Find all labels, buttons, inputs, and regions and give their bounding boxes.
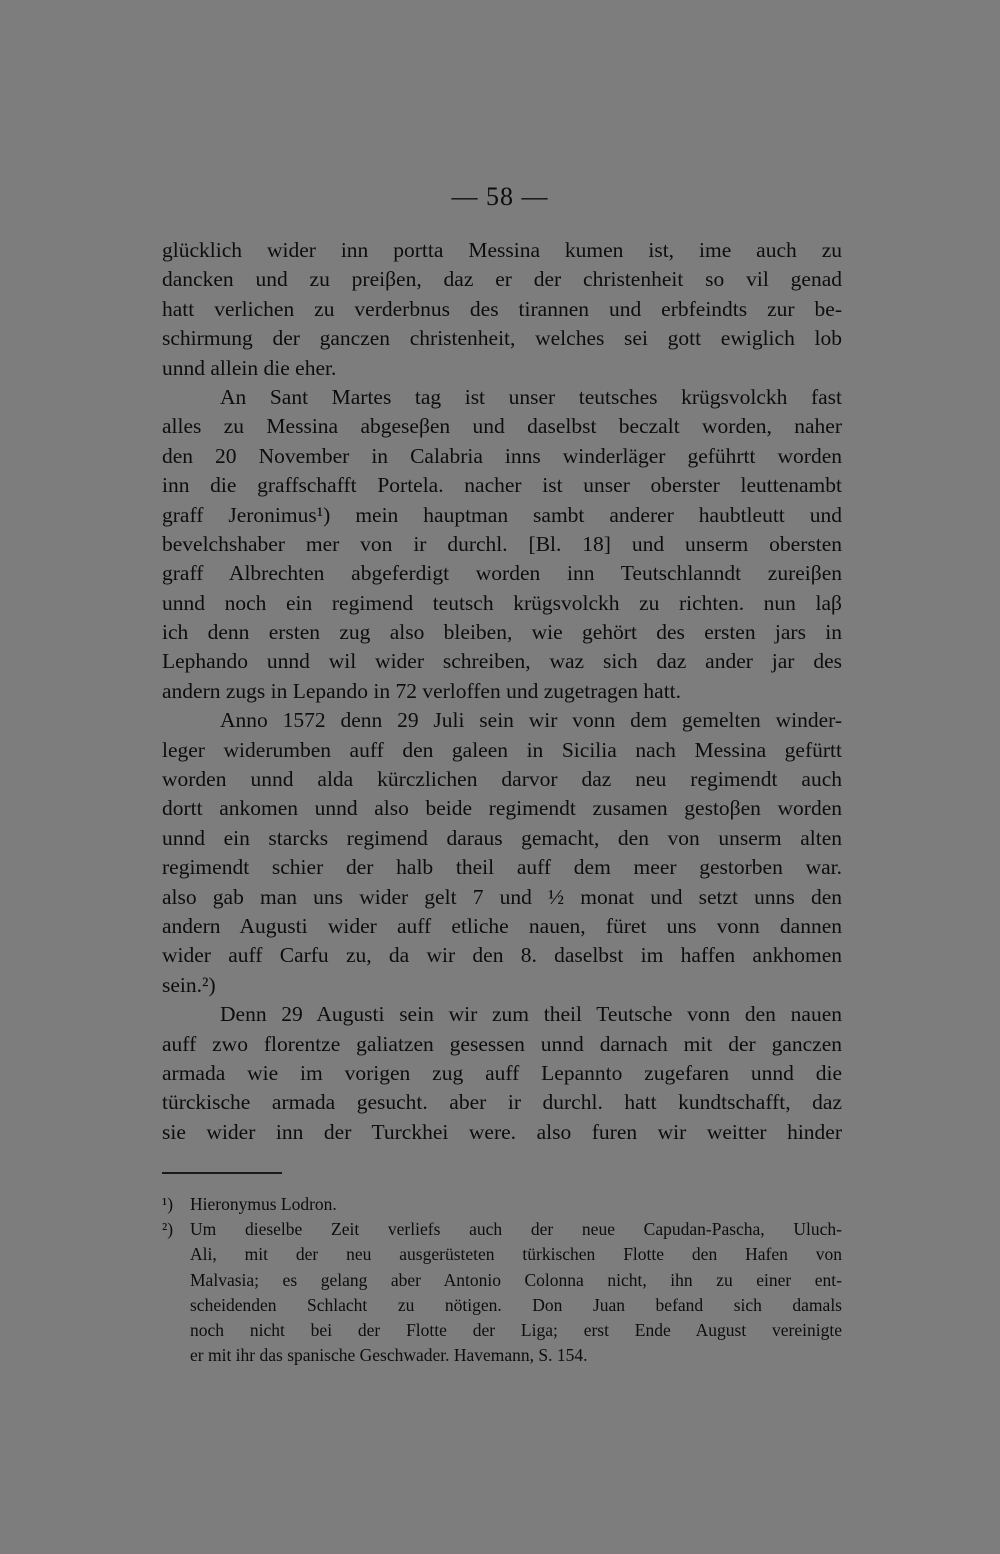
text-line: glücklich wider inn portta Messina kumen ist, ime auch zu <box>162 238 842 262</box>
text-line: andern Augusti wider auff etliche nauen, füret uns vonn dannen <box>162 913 842 938</box>
footnotes <box>162 1192 842 1368</box>
text-line: wider auff Carfu zu, da wir den 8. daselbst im haffen ankhomen <box>162 943 842 968</box>
footnote-line: noch nicht bei der Flotte der Liga; erst Ende August vereinigte <box>190 1319 842 1340</box>
text-line: graff Albrechten abgeferdigt worden inn Teutschlanndt zureiβen <box>162 561 842 586</box>
text-line: dancken und zu preiβen, daz er der christenheit so vil genad <box>162 267 842 292</box>
text-line: also gab man uns wider gelt 7 und ½ monat und setzt unns den <box>162 884 842 909</box>
text-line: sie wider inn der Turckhei were. also furen wir weitter hinder <box>162 1119 842 1144</box>
text-line: unnd noch ein regimend teutsch krügsvolckh zu richten. nun laβ <box>162 590 842 615</box>
text-line: sein.²) <box>162 972 216 997</box>
page-number: — 58 — <box>451 182 549 211</box>
text-line: armada wie im vorigen zug auff Lepannto zugefaren unnd die <box>162 1060 842 1085</box>
footnote-2 <box>162 1217 842 1368</box>
text-line: dortt ankomen unnd also beide regimendt zusamen gestoβen worden <box>162 796 842 821</box>
text-line: worden unnd alda kürczlichen darvor daz neu regimendt auch <box>162 767 842 792</box>
text-line: auff zwo florentze galiatzen gesessen unnd darnach mit der ganczen <box>162 1031 842 1056</box>
text-line: hatt verlichen zu verderbnus des tirannen und erbfeindts zur be- <box>162 296 842 321</box>
body-text <box>162 236 842 1147</box>
footnote-marker: ²) <box>162 1219 174 1240</box>
text-line: bevelchshaber mer von ir durchl. [Bl. 18] und unserm obersten <box>162 531 842 556</box>
text-line: ich denn ersten zug also bleiben, wie gehört des ersten jars in <box>162 620 842 645</box>
text-line: regimendt schier der halb theil auff dem meer gestorben war. <box>162 855 842 880</box>
footnote-line: er mit ihr das spanische Geschwader. Havemann, S. 154. <box>190 1345 588 1366</box>
text-line: An Sant Martes tag ist unser teutsches krügsvolckh fast <box>220 384 842 409</box>
footnote-line: Hieronymus Lodron. <box>190 1194 337 1214</box>
footnote-line: Malvasia; es gelang aber Antonio Colonna nicht, ihn zu einer ent- <box>190 1269 842 1290</box>
text-line: türckische armada gesucht. aber ir durchl. hatt kundtschafft, daz <box>162 1090 842 1115</box>
text-line: leger widerumben auff den galeen in Sicilia nach Messina gefürtt <box>162 737 842 762</box>
footnote-1 <box>162 1192 842 1217</box>
text-line: den 20 November in Calabria inns winderläger geführtt worden <box>162 443 842 468</box>
text-line: alles zu Messina abgeseβen und daselbst beczalt worden, naher <box>162 414 842 439</box>
text-line: unnd allein die eher. <box>162 355 337 380</box>
text-line: unnd ein starcks regimend daraus gemacht, den von unserm alten <box>162 825 842 850</box>
text-line: schirmung der ganczen christenheit, welches sei gott ewiglich lob <box>162 326 842 351</box>
text-line: graff Jeronimus¹) mein hauptman sambt anderer haubtleutt und <box>162 502 842 527</box>
footnote-line: Um dieselbe Zeit verliefs auch der neue Capudan-Pascha, Uluch- <box>190 1219 842 1240</box>
text-line: Denn 29 Augusti sein wir zum theil Teutsche vonn den nauen <box>220 1002 842 1027</box>
text-line: Anno 1572 denn 29 Juli sein wir vonn dem gemelten winder- <box>220 708 842 733</box>
text-line: Lephando unnd wil wider schreiben, waz sich daz ander jar des <box>162 649 842 674</box>
text-line: andern zugs in Lepando in 72 verloffen und zugetragen hatt. <box>162 678 682 703</box>
footnote-marker: ¹) <box>162 1194 174 1214</box>
footnote-line: scheidenden Schlacht zu nötigen. Don Juan befand sich damals <box>190 1294 842 1315</box>
footnote-line: Ali, mit der neu ausgerüsteten türkischen Flotte den Hafen von <box>190 1244 842 1265</box>
footnote-divider <box>162 1172 282 1174</box>
text-line: inn die graffschafft Portela. nacher ist unser oberster leuttenambt <box>162 473 842 498</box>
